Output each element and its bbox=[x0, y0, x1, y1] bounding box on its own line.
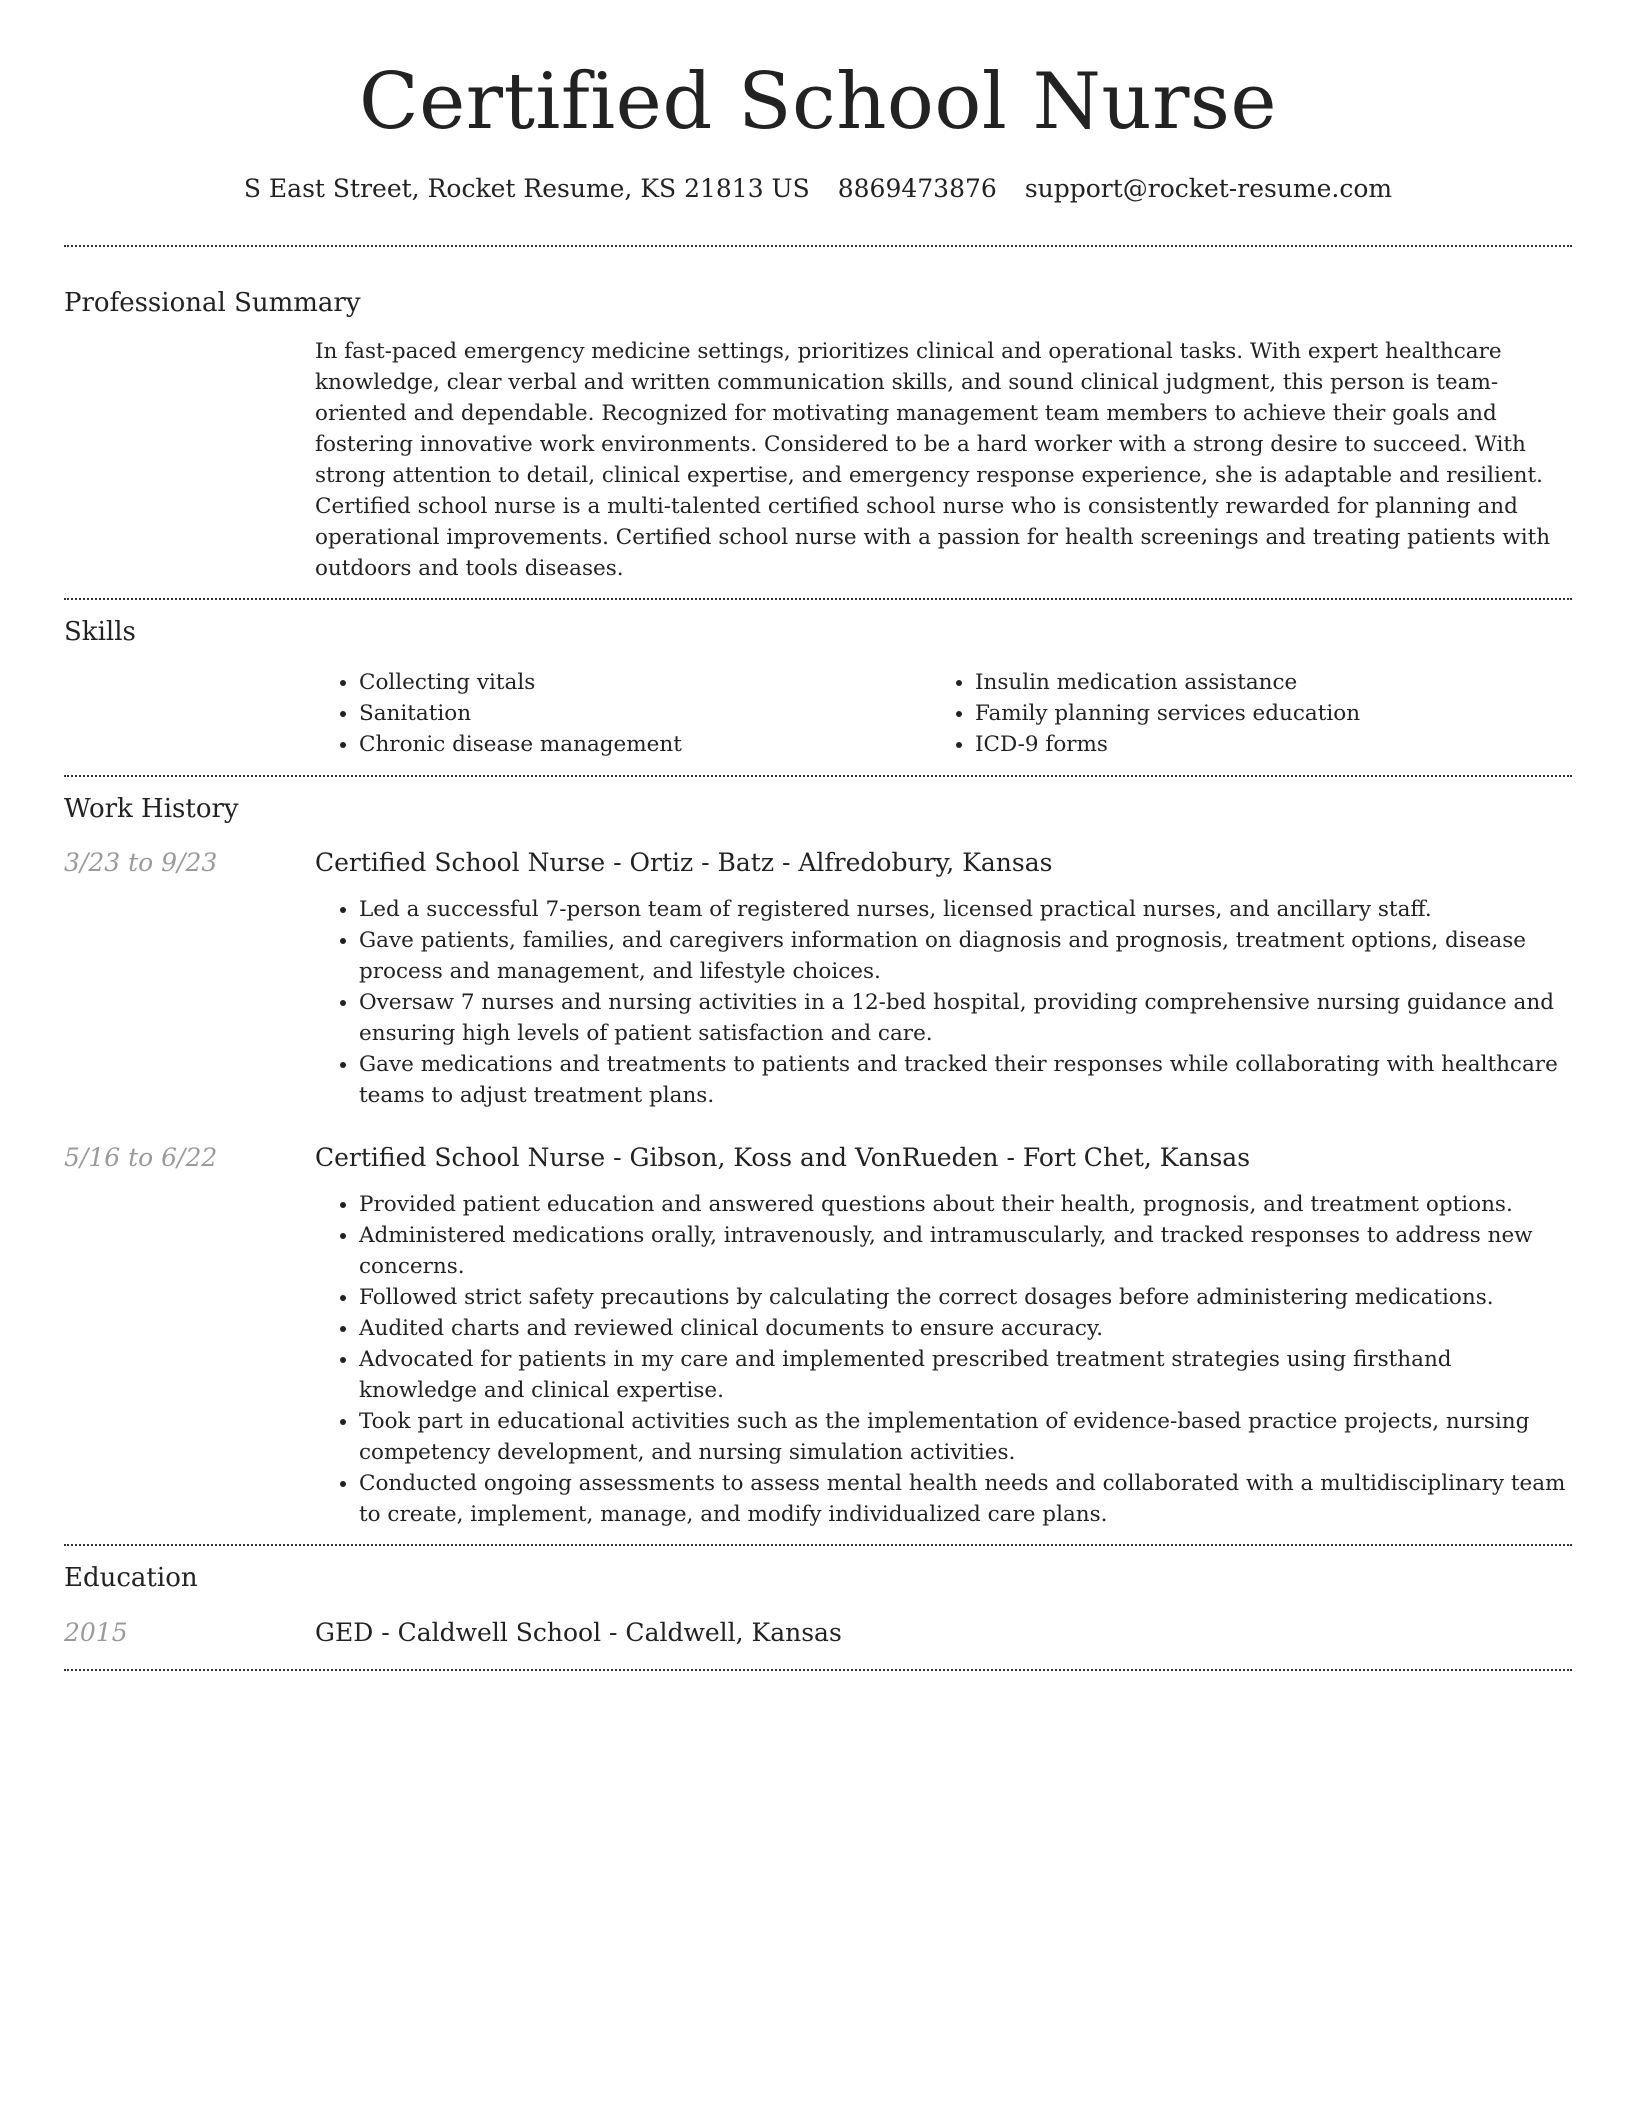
job-heading: Certified School Nurse - Gibson, Koss and VonRueden - Fort Chet, Kansas bbox=[315, 1143, 1251, 1172]
section-title-summary: Professional Summary bbox=[64, 288, 361, 318]
resume-name: Certified School Nurse bbox=[358, 57, 1278, 147]
section-title-work: Work History bbox=[64, 794, 239, 824]
education-entry bbox=[64, 1616, 1572, 1650]
skill-item: • ICD-9 forms bbox=[975, 729, 1547, 760]
job-dates: 3/23 to 9/23 bbox=[64, 848, 218, 877]
skill-item: • Family planning services education bbox=[975, 698, 1547, 729]
divider bbox=[64, 1669, 1572, 1671]
job-entry bbox=[64, 1141, 1572, 1530]
resume-page bbox=[64, 0, 1572, 1671]
job-bullet: • Took part in educational activities such as the implementation of evidence-based practice projects, nursing competency development, and nursing simulation activities. bbox=[359, 1406, 1572, 1468]
job-bullet: • Advocated for patients in my care and implemented prescribed treatment strategies using firsthand knowledge and clinical expertise. bbox=[359, 1344, 1572, 1406]
divider bbox=[64, 245, 1572, 247]
job-bullet: • Oversaw 7 nurses and nursing activities in a 12-bed hospital, providing comprehensive nursing guidance and ensuring high levels of patient satisfaction and care. bbox=[359, 987, 1572, 1049]
job-heading: Certified School Nurse - Ortiz - Batz - Alfredobury, Kansas bbox=[315, 848, 1053, 877]
contact-email: support@rocket-resume.com bbox=[1024, 174, 1393, 203]
education-heading: GED - Caldwell School - Caldwell, Kansas bbox=[315, 1618, 842, 1647]
job-bullet: • Gave medications and treatments to patients and tracked their responses while collaborating with healthcare teams to adjust treatment plans. bbox=[359, 1049, 1572, 1111]
contact-phone: 8869473876 bbox=[837, 174, 997, 203]
divider bbox=[64, 598, 1572, 600]
education-year: 2015 bbox=[64, 1618, 128, 1647]
skills-list-right bbox=[931, 667, 1547, 760]
skills-section bbox=[64, 615, 1572, 760]
summary-text: In fast-paced emergency medicine settings, prioritizes clinical and operational tasks. With expert healthcare knowledge, clear verbal and written communication skills, and sound clinical judgment, this person is team-oriented and dependable. Recognized for motivating management team members to achieve their goals and fostering innovative work environments. Considered to be a hard worker with a strong desire to succeed. With strong attention to detail, clinical expertise, and emergency response experience, she is adaptable and resilient. Certified school nurse is a multi-talented certified school nurse who is consistently rewarded for planning and operational improvements. Certified school nurse with a passion for health screenings and treating patients with outdoors and tools diseases. bbox=[315, 339, 1551, 581]
job-bullets bbox=[315, 894, 1572, 1111]
job-bullet: • Provided patient education and answered questions about their health, prognosis, and treatment options. bbox=[359, 1189, 1572, 1220]
job-bullet: • Followed strict safety precautions by calculating the correct dosages before administering medications. bbox=[359, 1282, 1572, 1313]
job-entry bbox=[64, 846, 1572, 1111]
job-bullet: • Conducted ongoing assessments to assess mental health needs and collaborated with a multidisciplinary team to create, implement, manage, and modify individualized care plans. bbox=[359, 1468, 1572, 1530]
job-dates: 5/16 to 6/22 bbox=[64, 1143, 218, 1172]
summary-section bbox=[64, 286, 1572, 584]
skill-item: • Sanitation bbox=[359, 698, 931, 729]
divider bbox=[64, 775, 1572, 777]
contact-address: S East Street, Rocket Resume, KS 21813 US bbox=[243, 174, 810, 203]
divider bbox=[64, 1544, 1572, 1546]
skills-list-left bbox=[315, 667, 931, 760]
section-title-skills: Skills bbox=[64, 617, 136, 647]
job-bullets bbox=[315, 1189, 1572, 1530]
job-bullet: • Audited charts and reviewed clinical documents to ensure accuracy. bbox=[359, 1313, 1572, 1344]
job-bullet: • Led a successful 7-person team of registered nurses, licensed practical nurses, and ancillary staff. bbox=[359, 894, 1572, 925]
job-bullet: • Gave patients, families, and caregivers information on diagnosis and prognosis, treatment options, disease process and management, and lifestyle choices. bbox=[359, 925, 1572, 987]
job-bullet: • Administered medications orally, intravenously, and intramuscularly, and tracked responses to address new concerns. bbox=[359, 1220, 1572, 1282]
work-section bbox=[64, 792, 1572, 1530]
section-title-education: Education bbox=[64, 1563, 198, 1593]
contact-line bbox=[64, 172, 1572, 206]
skill-item: • Insulin medication assistance bbox=[975, 667, 1547, 698]
skill-item: • Collecting vitals bbox=[359, 667, 931, 698]
skill-item: • Chronic disease management bbox=[359, 729, 931, 760]
education-section bbox=[64, 1561, 1572, 1650]
